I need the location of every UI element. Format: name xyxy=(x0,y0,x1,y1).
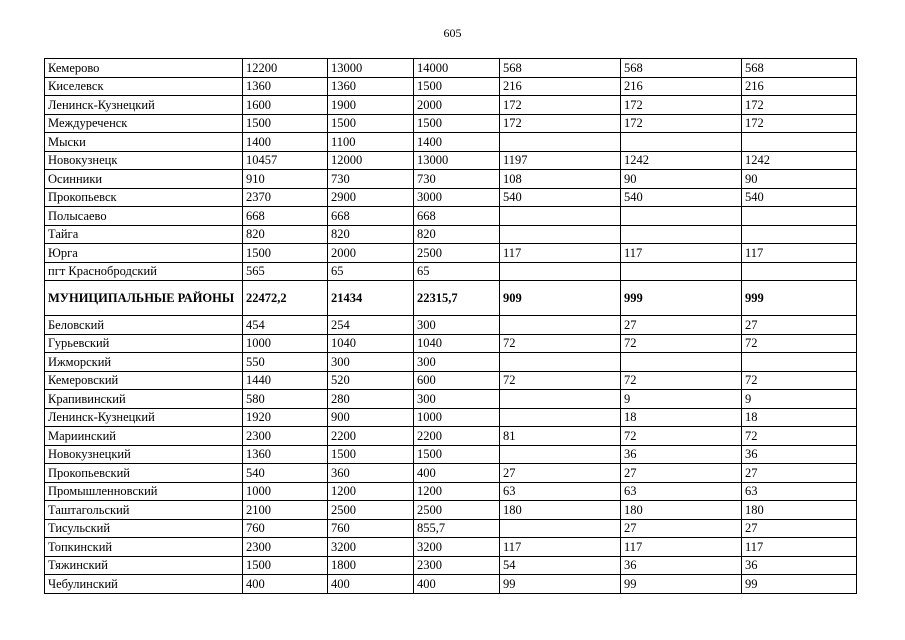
table-row xyxy=(45,96,857,115)
value-cell-3: 400 xyxy=(414,464,500,483)
value-cell-3: 1200 xyxy=(414,482,500,501)
row-name-cell: Кемерово xyxy=(45,59,243,78)
value-cell-4 xyxy=(500,133,621,152)
table-row xyxy=(45,353,857,372)
value-cell-3: 3000 xyxy=(414,188,500,207)
row-name-cell: Топкинский xyxy=(45,538,243,557)
value-cell-3: 2500 xyxy=(414,501,500,520)
value-cell-1: 668 xyxy=(243,207,328,226)
row-name-cell: Чебулинский xyxy=(45,575,243,594)
value-cell-4 xyxy=(500,262,621,281)
row-name-cell: Гурьевский xyxy=(45,334,243,353)
table-row xyxy=(45,170,857,189)
value-cell-5: 90 xyxy=(621,170,742,189)
row-name-cell: Ленинск-Кузнецкий xyxy=(45,408,243,427)
value-cell-5: 36 xyxy=(621,445,742,464)
value-cell-4: 172 xyxy=(500,114,621,133)
page-number: 605 xyxy=(443,26,462,40)
value-cell-6: 27 xyxy=(742,519,857,538)
value-cell-1: 1440 xyxy=(243,371,328,390)
value-cell-1: 1500 xyxy=(243,114,328,133)
value-cell-1: 580 xyxy=(243,390,328,409)
value-cell-5: 172 xyxy=(621,114,742,133)
value-cell-5: 540 xyxy=(621,188,742,207)
row-name-cell: Прокопьевский xyxy=(45,464,243,483)
value-cell-3: 1500 xyxy=(414,114,500,133)
value-cell-5: 27 xyxy=(621,464,742,483)
value-cell-5: 18 xyxy=(621,408,742,427)
table-row xyxy=(45,207,857,226)
value-cell-6 xyxy=(742,262,857,281)
data-table xyxy=(44,58,857,594)
row-name-cell: Тяжинский xyxy=(45,556,243,575)
value-cell-1: 565 xyxy=(243,262,328,281)
value-cell-4 xyxy=(500,353,621,372)
value-cell-5: 9 xyxy=(621,390,742,409)
value-cell-6: 172 xyxy=(742,114,857,133)
row-name-cell: Междуреченск xyxy=(45,114,243,133)
value-cell-5: 72 xyxy=(621,427,742,446)
table-row xyxy=(45,114,857,133)
value-cell-4: 72 xyxy=(500,334,621,353)
value-cell-2: 520 xyxy=(328,371,414,390)
value-cell-2: 1500 xyxy=(328,114,414,133)
value-cell-3: 300 xyxy=(414,390,500,409)
value-cell-6: 36 xyxy=(742,445,857,464)
value-cell-5: 117 xyxy=(621,538,742,557)
value-cell-5: 117 xyxy=(621,244,742,263)
table-body xyxy=(45,59,857,594)
value-cell-1: 1600 xyxy=(243,96,328,115)
value-cell-3: 1500 xyxy=(414,445,500,464)
table-row xyxy=(45,501,857,520)
row-name-cell: МУНИЦИПАЛЬНЫЕ РАЙОНЫ xyxy=(45,281,243,316)
value-cell-4: 180 xyxy=(500,501,621,520)
value-cell-6: 172 xyxy=(742,96,857,115)
value-cell-1: 1360 xyxy=(243,77,328,96)
value-cell-6 xyxy=(742,353,857,372)
row-name-cell: Тайга xyxy=(45,225,243,244)
table-row xyxy=(45,151,857,170)
value-cell-2: 730 xyxy=(328,170,414,189)
value-cell-6: 999 xyxy=(742,281,857,316)
value-cell-1: 540 xyxy=(243,464,328,483)
value-cell-5: 72 xyxy=(621,371,742,390)
value-cell-6: 90 xyxy=(742,170,857,189)
value-cell-2: 1900 xyxy=(328,96,414,115)
value-cell-1: 2370 xyxy=(243,188,328,207)
value-cell-6: 216 xyxy=(742,77,857,96)
value-cell-2: 760 xyxy=(328,519,414,538)
value-cell-6 xyxy=(742,133,857,152)
value-cell-1: 10457 xyxy=(243,151,328,170)
value-cell-1: 2300 xyxy=(243,538,328,557)
value-cell-2: 254 xyxy=(328,316,414,335)
row-name-cell: Ижморский xyxy=(45,353,243,372)
value-cell-4: 72 xyxy=(500,371,621,390)
row-name-cell: Беловский xyxy=(45,316,243,335)
value-cell-6: 568 xyxy=(742,59,857,78)
table-row xyxy=(45,334,857,353)
value-cell-4: 117 xyxy=(500,244,621,263)
value-cell-4: 54 xyxy=(500,556,621,575)
value-cell-6: 9 xyxy=(742,390,857,409)
table-row-group-header xyxy=(45,281,857,316)
value-cell-1: 1360 xyxy=(243,445,328,464)
value-cell-4: 1197 xyxy=(500,151,621,170)
value-cell-3: 400 xyxy=(414,575,500,594)
row-name-cell: Промышленновский xyxy=(45,482,243,501)
value-cell-5: 63 xyxy=(621,482,742,501)
value-cell-2: 12000 xyxy=(328,151,414,170)
value-cell-3: 13000 xyxy=(414,151,500,170)
value-cell-6: 117 xyxy=(742,244,857,263)
table-row xyxy=(45,390,857,409)
table-row xyxy=(45,538,857,557)
value-cell-6 xyxy=(742,225,857,244)
value-cell-1: 1000 xyxy=(243,482,328,501)
row-name-cell: Мыски xyxy=(45,133,243,152)
value-cell-2: 280 xyxy=(328,390,414,409)
row-name-cell: Мариинский xyxy=(45,427,243,446)
row-name-cell: Тисульский xyxy=(45,519,243,538)
row-name-cell: Новокузнецк xyxy=(45,151,243,170)
value-cell-2: 13000 xyxy=(328,59,414,78)
value-cell-4: 63 xyxy=(500,482,621,501)
row-name-cell: Новокузнецкий xyxy=(45,445,243,464)
table-row xyxy=(45,519,857,538)
table-row xyxy=(45,371,857,390)
value-cell-5: 27 xyxy=(621,519,742,538)
table-row xyxy=(45,77,857,96)
table-row xyxy=(45,316,857,335)
value-cell-2: 1100 xyxy=(328,133,414,152)
row-name-cell: пгт Краснобродский xyxy=(45,262,243,281)
value-cell-2: 2000 xyxy=(328,244,414,263)
value-cell-3: 1500 xyxy=(414,77,500,96)
value-cell-6: 63 xyxy=(742,482,857,501)
value-cell-4: 172 xyxy=(500,96,621,115)
row-name-cell: Крапивинский xyxy=(45,390,243,409)
value-cell-4: 81 xyxy=(500,427,621,446)
value-cell-2: 668 xyxy=(328,207,414,226)
value-cell-2: 1500 xyxy=(328,445,414,464)
table-row xyxy=(45,445,857,464)
value-cell-6: 18 xyxy=(742,408,857,427)
value-cell-6: 1242 xyxy=(742,151,857,170)
table-row xyxy=(45,427,857,446)
table-row xyxy=(45,59,857,78)
value-cell-4 xyxy=(500,408,621,427)
row-name-cell: Киселевск xyxy=(45,77,243,96)
value-cell-5 xyxy=(621,262,742,281)
row-name-cell: Таштагольский xyxy=(45,501,243,520)
value-cell-4: 540 xyxy=(500,188,621,207)
value-cell-4: 99 xyxy=(500,575,621,594)
value-cell-3: 2000 xyxy=(414,96,500,115)
table-row xyxy=(45,408,857,427)
value-cell-2: 65 xyxy=(328,262,414,281)
value-cell-5: 180 xyxy=(621,501,742,520)
value-cell-3: 3200 xyxy=(414,538,500,557)
value-cell-5 xyxy=(621,207,742,226)
value-cell-6: 99 xyxy=(742,575,857,594)
value-cell-4 xyxy=(500,316,621,335)
value-cell-1: 1500 xyxy=(243,244,328,263)
value-cell-4: 117 xyxy=(500,538,621,557)
value-cell-4: 909 xyxy=(500,281,621,316)
value-cell-6: 72 xyxy=(742,427,857,446)
value-cell-3: 855,7 xyxy=(414,519,500,538)
value-cell-5 xyxy=(621,133,742,152)
value-cell-1: 1400 xyxy=(243,133,328,152)
value-cell-6: 72 xyxy=(742,371,857,390)
value-cell-1: 400 xyxy=(243,575,328,594)
value-cell-5 xyxy=(621,353,742,372)
value-cell-4: 568 xyxy=(500,59,621,78)
value-cell-3: 1400 xyxy=(414,133,500,152)
value-cell-4 xyxy=(500,519,621,538)
value-cell-4: 108 xyxy=(500,170,621,189)
value-cell-1: 1000 xyxy=(243,334,328,353)
value-cell-1: 550 xyxy=(243,353,328,372)
value-cell-2: 1040 xyxy=(328,334,414,353)
value-cell-4 xyxy=(500,445,621,464)
value-cell-3: 1000 xyxy=(414,408,500,427)
value-cell-3: 820 xyxy=(414,225,500,244)
value-cell-2: 2500 xyxy=(328,501,414,520)
value-cell-2: 360 xyxy=(328,464,414,483)
table-row xyxy=(45,188,857,207)
row-name-cell: Ленинск-Кузнецкий xyxy=(45,96,243,115)
value-cell-1: 2100 xyxy=(243,501,328,520)
table-row xyxy=(45,556,857,575)
table-row xyxy=(45,244,857,263)
value-cell-1: 22472,2 xyxy=(243,281,328,316)
value-cell-2: 2900 xyxy=(328,188,414,207)
value-cell-3: 300 xyxy=(414,353,500,372)
value-cell-4: 216 xyxy=(500,77,621,96)
value-cell-3: 300 xyxy=(414,316,500,335)
value-cell-2: 2200 xyxy=(328,427,414,446)
value-cell-6: 27 xyxy=(742,464,857,483)
table-row xyxy=(45,262,857,281)
value-cell-6: 27 xyxy=(742,316,857,335)
value-cell-2: 1800 xyxy=(328,556,414,575)
value-cell-1: 910 xyxy=(243,170,328,189)
value-cell-3: 2300 xyxy=(414,556,500,575)
value-cell-5: 72 xyxy=(621,334,742,353)
table-row xyxy=(45,133,857,152)
value-cell-6: 72 xyxy=(742,334,857,353)
table-row xyxy=(45,225,857,244)
value-cell-2: 3200 xyxy=(328,538,414,557)
value-cell-5: 36 xyxy=(621,556,742,575)
row-name-cell: Юрга xyxy=(45,244,243,263)
value-cell-6 xyxy=(742,207,857,226)
row-name-cell: Осинники xyxy=(45,170,243,189)
value-cell-3: 14000 xyxy=(414,59,500,78)
value-cell-3: 600 xyxy=(414,371,500,390)
value-cell-2: 400 xyxy=(328,575,414,594)
value-cell-5: 1242 xyxy=(621,151,742,170)
value-cell-5: 99 xyxy=(621,575,742,594)
row-name-cell: Полысаево xyxy=(45,207,243,226)
table-row xyxy=(45,464,857,483)
value-cell-5: 568 xyxy=(621,59,742,78)
value-cell-6: 36 xyxy=(742,556,857,575)
value-cell-1: 1500 xyxy=(243,556,328,575)
value-cell-3: 730 xyxy=(414,170,500,189)
value-cell-5: 27 xyxy=(621,316,742,335)
value-cell-5 xyxy=(621,225,742,244)
row-name-cell: Прокопьевск xyxy=(45,188,243,207)
value-cell-6: 117 xyxy=(742,538,857,557)
value-cell-5: 216 xyxy=(621,77,742,96)
value-cell-3: 1040 xyxy=(414,334,500,353)
value-cell-2: 1200 xyxy=(328,482,414,501)
row-name-cell: Кемеровский xyxy=(45,371,243,390)
value-cell-3: 668 xyxy=(414,207,500,226)
value-cell-6: 180 xyxy=(742,501,857,520)
value-cell-1: 1920 xyxy=(243,408,328,427)
value-cell-2: 900 xyxy=(328,408,414,427)
table-row xyxy=(45,482,857,501)
value-cell-3: 65 xyxy=(414,262,500,281)
value-cell-2: 21434 xyxy=(328,281,414,316)
value-cell-4 xyxy=(500,390,621,409)
value-cell-4 xyxy=(500,207,621,226)
value-cell-5: 999 xyxy=(621,281,742,316)
value-cell-1: 2300 xyxy=(243,427,328,446)
value-cell-3: 22315,7 xyxy=(414,281,500,316)
value-cell-1: 820 xyxy=(243,225,328,244)
value-cell-1: 454 xyxy=(243,316,328,335)
value-cell-2: 1360 xyxy=(328,77,414,96)
value-cell-3: 2200 xyxy=(414,427,500,446)
value-cell-5: 172 xyxy=(621,96,742,115)
table-row xyxy=(45,575,857,594)
value-cell-1: 760 xyxy=(243,519,328,538)
value-cell-6: 540 xyxy=(742,188,857,207)
value-cell-3: 2500 xyxy=(414,244,500,263)
value-cell-2: 820 xyxy=(328,225,414,244)
value-cell-1: 12200 xyxy=(243,59,328,78)
value-cell-4 xyxy=(500,225,621,244)
value-cell-2: 300 xyxy=(328,353,414,372)
value-cell-4: 27 xyxy=(500,464,621,483)
